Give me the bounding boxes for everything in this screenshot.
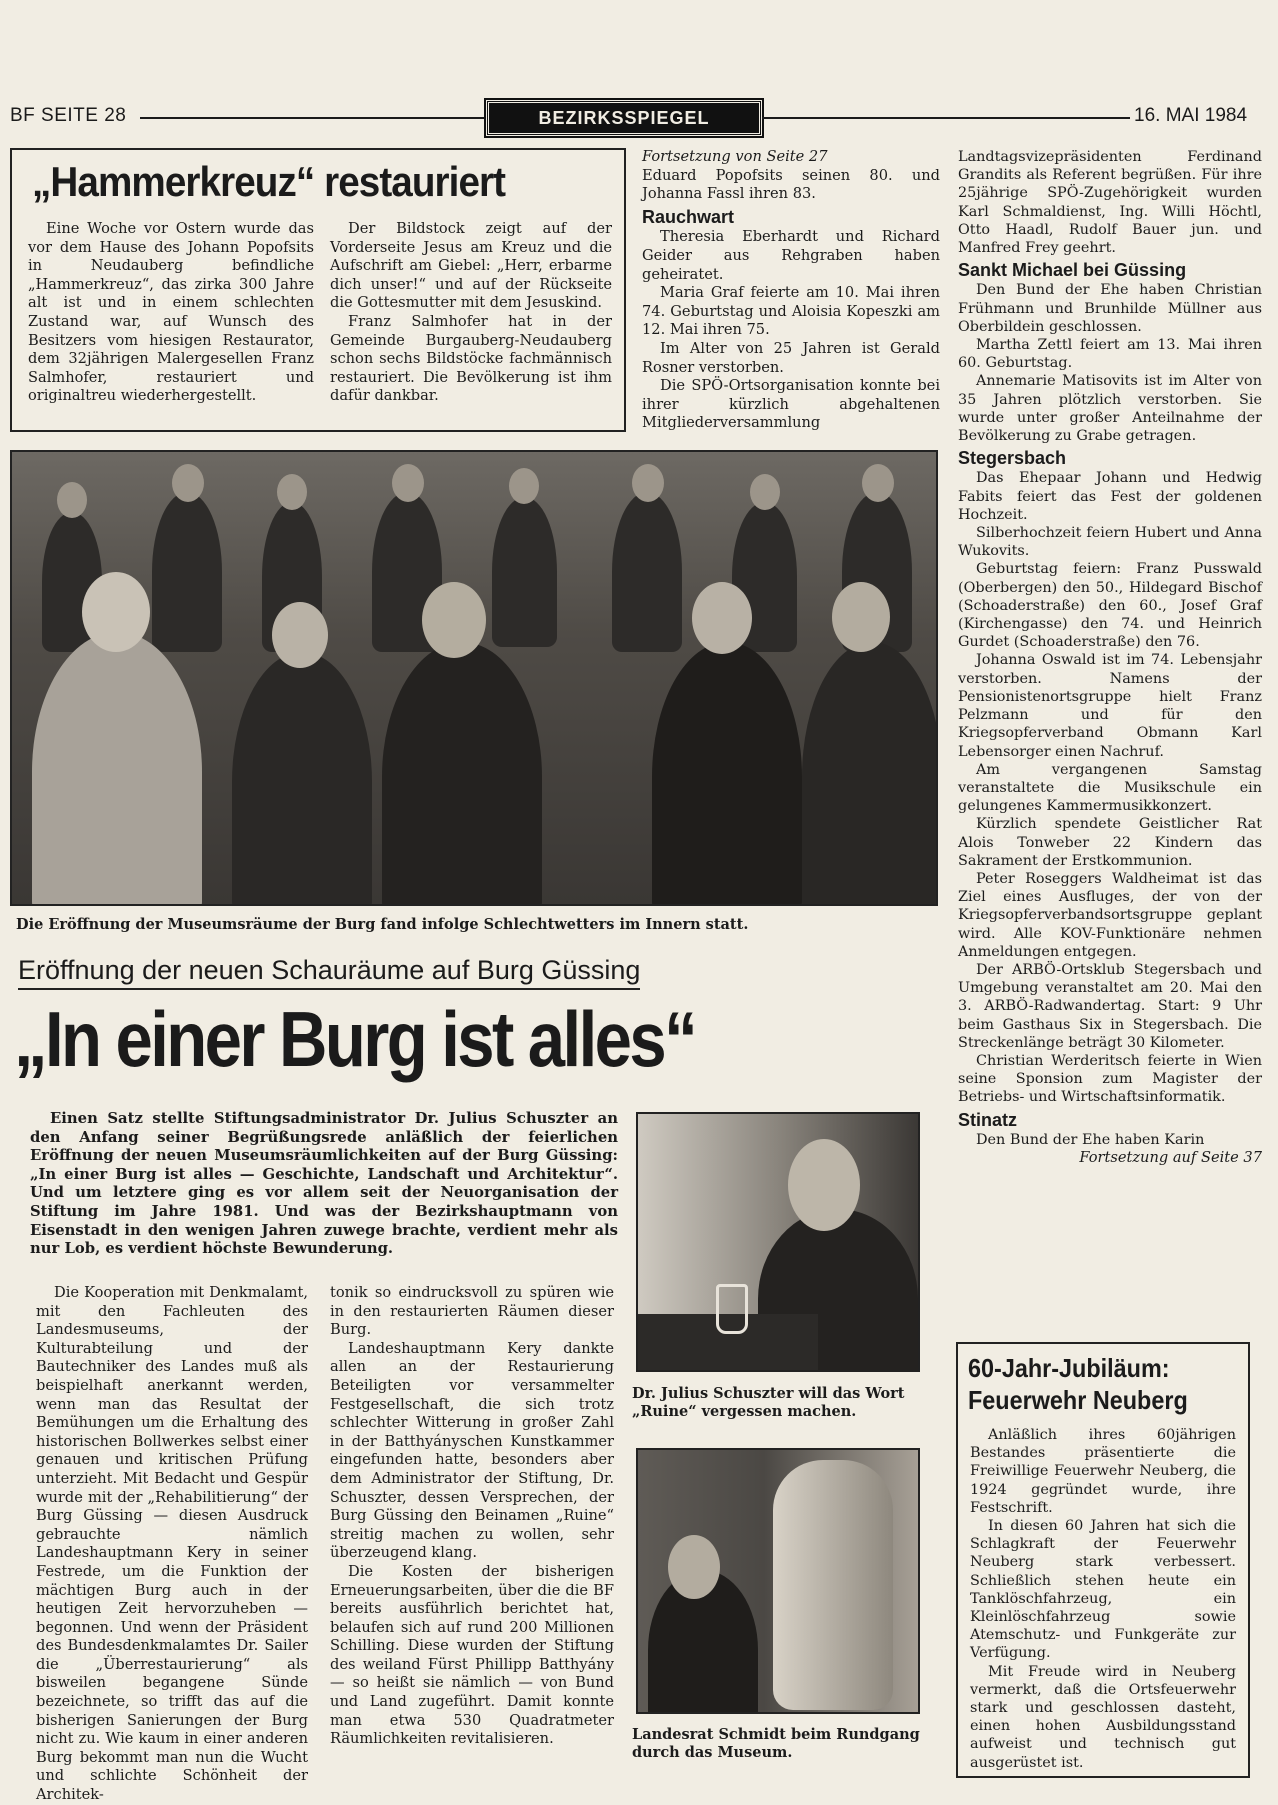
hammerkreuz-text-1: Eine Woche vor Ostern wurde das vor dem Hause des Johann Popofsits in Neudauberg befindliche „Hammerkreuz“, das zirka 300 Jahre alt ist und in einem schlechten Zustand war, auf Wunsch des Besitzers vom hiesigen Restaurator, dem 32jährigen Malergesellen Franz Salmhofer, restauriert und originaltreu wiederhergestellt. [28, 220, 314, 405]
audience-figure [492, 497, 557, 647]
schmidt-caption: Landesrat Schmidt beim Rundgang durch das Museum. [632, 1726, 920, 1761]
front-row-head [692, 582, 752, 654]
audience-head [509, 468, 539, 504]
stegersbach-p4: Johanna Oswald ist im 74. Lebensjahr verstorben. Namens der Pensionistenortsgruppe hielt Franz Pelzmann und für den Kriegsopferverband Obmann Karl Lebensorger einen Nachruf. [958, 652, 1262, 760]
header-rule-left [140, 117, 486, 119]
neuberg-p2: In diesen 60 Jahren hat sich die Schlagkraft der Feuerwehr Neuberg stark verbessert. Schließlich stehen heute ein Tanklöschfahrzeug, ein Kleinlöschfahrzeug sowie Atemschutz- und Funkgeräte zur Verfügung. [970, 1518, 1236, 1662]
right-intro: Landtagsvizepräsidenten Ferdinand Grandits als Referent begrüßen. Für ihre 25jährige SPÖ-Zugehörigkeit wurden Karl Schmaldienst, Ing. Willi Höchtl, Otto Haadl, Rudolf Bauer jun. und Manfred Frey geehrt. [958, 149, 1262, 257]
audience-figure [612, 492, 682, 652]
schuszter-caption: Dr. Julius Schuszter will das Wort „Ruine“ vergessen machen. [632, 1385, 905, 1420]
audience-head [392, 464, 424, 502]
audience-head [750, 474, 780, 510]
burg-title: „In einer Burg ist alles“ [14, 995, 696, 1083]
burg-text-4: Die Kosten der bisherigen Erneuerungsarbeiten, über die die BF bereits ausführlich berichtet hat, belaufen sich auf rund 200 Millionen Schilling. Diese wurden der Stiftung des weiland Fürst Phillipp Batthyány — so heißt sie nämlich — von Bund und Land zugeführt. Damit konnte man etwa 530 Quadratmeter Räumlichkeiten revitalisieren. [330, 1562, 614, 1748]
front-row-figure [802, 642, 938, 906]
burg-col1 [36, 1284, 308, 1805]
schuszter-photo [636, 1112, 920, 1372]
audience-photo [10, 450, 938, 906]
neuberg-title: 60-Jahr-Jubiläum: Feuerwehr Neuberg [968, 1353, 1188, 1415]
rauchwart-p1: Theresia Eberhardt und Richard Geider aus Rehgraben haben geheiratet. [642, 228, 940, 283]
heading-rauchwart: Rauchwart [642, 206, 735, 227]
hammerkreuz-text-2: Der Bildstock zeigt auf der Vorderseite Jesus am Kreuz und die Aufschrift am Giebel: „Herr, erbarme dich unser!“ und auf der Rückseite die Gottesmutter mit dem Jesuskind. [330, 220, 612, 312]
burg-text-3: Landeshauptmann Kery dankte allen an der Restaurierung Beteiligten vor versammelter Festgesellschaft, die sich trotz schlechter Witterung in großer Zahl in der Batthyányschen Kunstkammer eingefunden hatte, besonders aber dem Administrator der Stiftung, Dr. Schuszter, dessen Versprechen, der Burg Güssing den Beinamen „Ruine“ streitig machen zu wollen, sehr überzeugend klang. [330, 1339, 614, 1562]
front-row-figure [32, 632, 202, 906]
heading-stinatz: Stinatz [958, 1109, 1018, 1130]
michael-p2: Martha Zettl feiert am 13. Mai ihren 60. Geburtstag. [958, 337, 1262, 372]
front-row-figure [652, 642, 802, 906]
front-row-head [422, 582, 486, 658]
header-rule-right [762, 117, 1130, 119]
neuberg-text [970, 1426, 1236, 1772]
audience-head [57, 482, 87, 518]
hammerkreuz-col1 [28, 220, 314, 406]
middle-intro: Eduard Popofsits seinen 80. und Johanna Fassl ihren 83. [642, 166, 940, 203]
audience-figure [152, 492, 222, 652]
stegersbach-p6: Kürzlich spendete Geistlicher Rat Alois Tonweber 22 Kindern das Sakrament der Erstkommunion. [958, 816, 1262, 869]
stegersbach-p9: Christian Werderitsch feierte in Wien seine Sponsion zum Magister der Betriebs- und Wirtschaftsinformatik. [958, 1052, 1262, 1106]
horse-armor [773, 1460, 893, 1710]
burg-lead: Einen Satz stellte Stiftungsadministrator Dr. Julius Schuszter an den Anfang seiner Begrüßungsrede anläßlich der feierlichen Eröffnung der neuen Museumsräumlichkeiten auf der Burg Güssing: „In einer Burg ist alles — Geschichte, Landschaft und Architektur“. Und um letztere ging es vor allem seit der Neuorganisation der Stiftung im Jahre 1981. Und was der Bezirkshauptmann von Eisenstadt in den wenigen Jahren zuwege brachte, verdient mehr als nur Lob, es verdient höchste Bewunderung. [30, 1110, 618, 1258]
hammerkreuz-box [10, 148, 626, 432]
rauchwart-p3: Im Alter von 25 Jahren ist Gerald Rosner verstorben. [642, 339, 940, 376]
schmidt-photo [636, 1448, 920, 1714]
audience-head [172, 464, 204, 502]
schuszter-head [788, 1139, 860, 1231]
middle-column [642, 148, 940, 433]
audience-photo-caption: Die Eröffnung der Museumsräume der Burg fand infolge Schlechtwetters im Innern statt. [16, 916, 749, 933]
hammerkreuz-title: „Hammerkreuz“ restauriert [32, 158, 506, 205]
right-column [958, 148, 1262, 1167]
front-row-figure [232, 652, 372, 906]
schmidt-head [668, 1535, 720, 1599]
front-row-head [82, 572, 150, 652]
section-label: BEZIRKSSPIEGEL [486, 100, 762, 136]
rauchwart-p4: Die SPÖ-Ortsorganisation konnte bei ihrer kürzlich abgehaltenen Mitgliederversammlung [642, 377, 940, 432]
neuberg-p3: Mit Freude wird in Neuberg vermerkt, daß die Ortsfeuerwehr stark und geschlossen dasteht, einen hohen Ausbildungsstand aufweist und technisch gut ausgerüstet ist. [970, 1663, 1236, 1771]
stegersbach-p7: Peter Roseggers Waldheimat ist das Ziel eines Ausfluges, der von der Kriegsopferverbandsortsgruppe geplant wird. Alle KOV-Funktionäre nehmen Anmeldungen entgegen. [958, 870, 1262, 960]
stegersbach-p3: Geburtstag feiern: Franz Pusswald (Oberbergen) den 50., Hildegard Bischof (Schoaderstraße) den 60., Josef Graf (Kirchengasse) den 74. und Heinrich Gurdet (Schoaderstraße) den 76. [958, 561, 1262, 651]
page-number: BF SEITE 28 [10, 105, 127, 126]
stegersbach-p1: Das Ehepaar Johann und Hedwig Fabits feiert das Fest der goldenen Hochzeit. [958, 470, 1262, 523]
michael-p3: Annemarie Matisovits ist im Alter von 35 Jahren plötzlich verstorben. Sie wurde unter großer Anteilnahme der Bevölkerung zu Grabe getragen. [958, 373, 1262, 445]
stegersbach-p5: Am vergangenen Samstag veranstaltete die Musikschule ein gelungenes Kammermusikkonzert. [958, 761, 1262, 815]
burg-kicker: Eröffnung der neuen Schauräume auf Burg Güssing [18, 955, 640, 990]
glass-icon [716, 1284, 748, 1334]
front-row-head [272, 602, 328, 668]
neuberg-p1: Anläßlich ihres 60jährigen Bestandes präsentierte die Freiwillige Feuerwehr Neuberg, die 1924 gegründet wurde, ihre Festschrift. [970, 1427, 1236, 1516]
heading-stegersbach: Stegersbach [958, 448, 1067, 469]
stinatz-p1: Den Bund der Ehe haben Karin [976, 1131, 1205, 1148]
stegersbach-p8: Der ARBÖ-Ortsklub Stegersbach und Umgebung veranstaltet am 20. Mai den 3. ARBÖ-Radwandertag. Start: 9 Uhr beim Gasthaus Six in Stegersbach. Die Streckenlänge beträgt 30 Kilometer. [958, 961, 1262, 1051]
continued-on: Fortsetzung auf Seite 37 [1079, 1148, 1262, 1166]
hammerkreuz-col2 [330, 220, 612, 406]
issue-date: 16. MAI 1984 [1134, 105, 1248, 126]
audience-head [632, 464, 664, 502]
rauchwart-p2: Maria Graf feierte am 10. Mai ihren 74. Geburtstag und Aloisia Kopeszki am 12. Mai ihren 75. [642, 284, 940, 339]
michael-p1: Den Bund der Ehe haben Christian Frühmann und Brunhilde Müllner aus Oberbildein geschlossen. [958, 282, 1262, 335]
heading-sankt-michael: Sankt Michael bei Güssing [958, 260, 1187, 281]
neuberg-box [956, 1342, 1250, 1778]
stegersbach-p2: Silberhochzeit feiern Hubert und Anna Wukovits. [958, 525, 1262, 560]
burg-text-1: Die Kooperation mit Denkmalamt, mit den Fachleuten des Landesmuseums, der Kulturabteilung und der Bautechniker des Landes muß als beispielhaft anerkannt werden, wenn man das Resultat der Bemühungen um die Erhaltung des historischen Bollwerkes selbst einer genauen und kritischen Prüfung unterzieht. Mit Bedacht und Gespür wurde mit der „Rehabilitierung“ der Burg Güssing — diesen Ausdruck gebrauchte nämlich Landeshauptmann Kery in seiner Festrede, um die Funktion der mächtigen Burg auch in der heutigen Zeit hervorzuheben — begonnen. Und wenn der Präsident des Bundesdenkmalamtes Dr. Sailer die „Überrestaurierung“ als bisweilen begangene Sünde bezeichnete, so trifft das auf die bisherigen Sanierungen der Burg nicht zu. Wie kaum in einer anderen Burg bekommt man nun die Wucht und schlichte Schönheit der Architek- [36, 1284, 308, 1804]
burg-text-2: tonik so eindrucksvoll zu spüren wie in den restaurierten Räumen dieser Burg. [330, 1284, 614, 1339]
audience-head [277, 474, 307, 510]
front-row-figure [382, 642, 542, 906]
hammerkreuz-text-3: Franz Salmhofer hat in der Gemeinde Burgauberg-Neudauberg schon sechs Bildstöcke fachmännisch restauriert. Die Bevölkerung ist ihm dafür dankbar. [330, 312, 612, 405]
front-row-head [832, 582, 890, 652]
continued-from: Fortsetzung von Seite 27 [642, 148, 828, 165]
burg-col2 [330, 1284, 614, 1749]
audience-head [862, 464, 894, 502]
